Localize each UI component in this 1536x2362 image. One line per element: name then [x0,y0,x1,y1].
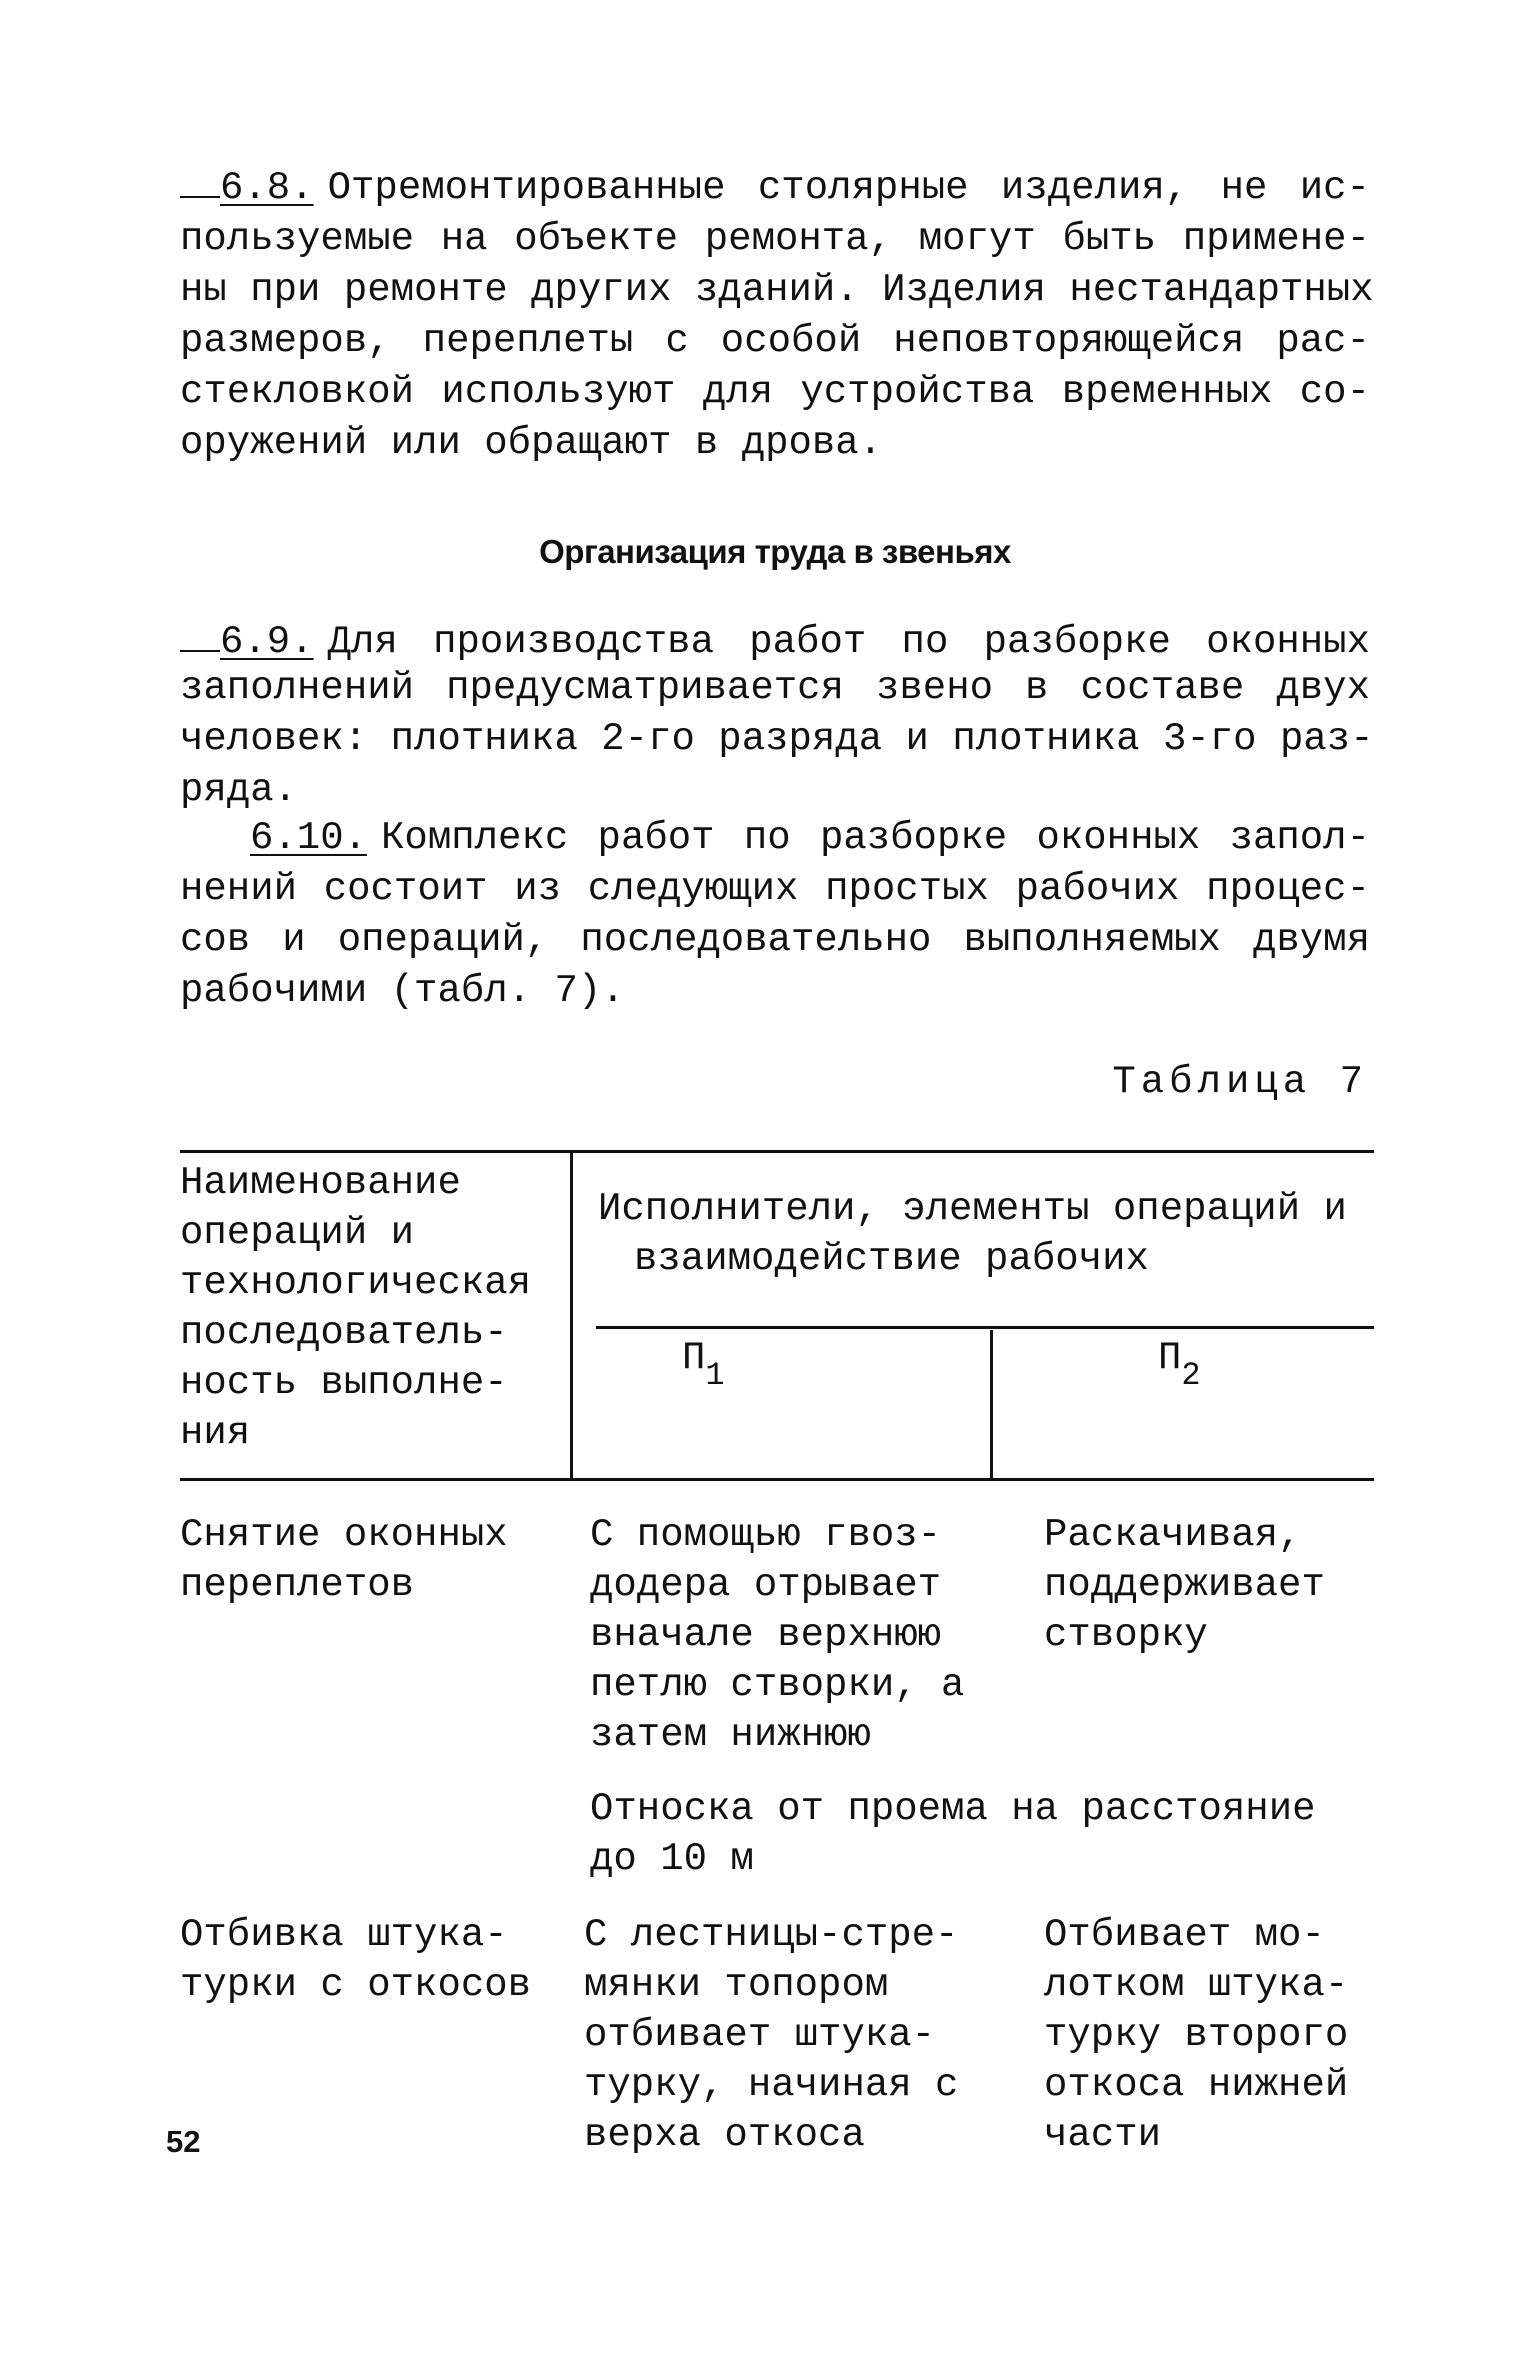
paragraph-line: ряда. [180,768,298,812]
row-1-p1: С помощью гвоз- додера отрывает вначале верхнюю петлю створки, а затем нижнюю [590,1513,965,1757]
table-column-divider [570,1150,573,1480]
table-header-bottom-rule [180,1478,1374,1481]
underline-lead [180,620,220,652]
table-caption: Таблица 7 [1112,1060,1368,1104]
row-1-p2: Раскачивая, поддерживает створку [1044,1513,1325,1657]
paragraph-number: 6.8. [220,166,314,210]
paragraph-line: Для производства работ по разборке оконных [327,620,1370,664]
paragraph-line: Комплекс работ по разборке оконных запол- [381,816,1370,860]
paragraph-line: пользуемые на объекте ремонта, могут быть примене- [180,217,1370,261]
row-1-operation: Снятие оконных переплетов [180,1513,508,1607]
page-number: 52 [166,2124,201,2159]
row-2-p2: Отбивает мо- лотком штука- турку второго откоса нижней части [1044,1913,1349,2157]
paragraph-line: нений состоит из следующих простых рабочих процес- [180,867,1370,911]
section-heading: Организация труда в звеньях [539,533,1011,570]
paragraph-line: человек: плотника 2-го разряда и плотника 3-го раз- [180,717,1374,761]
paragraph-line: оружений или обращают в дрова. [180,421,883,465]
paragraph-line: ны при ремонте других зданий. Изделия нестандартных [180,268,1374,312]
table-top-rule [180,1150,1374,1153]
header-performers: Исполнители, элементы операций и взаимодействие рабочих [598,1187,1347,1281]
paragraph-line: размеров, переплеты с особой неповторяющейся рас- [180,319,1370,363]
paragraph-line: Отремонтированные столярные изделия, не ис- [327,166,1370,210]
header-operation-name: Наименование операций и технологическая последователь- ность выполне- ния [180,1161,532,1455]
paragraph-line: сов и операций, последовательно выполняемых двумя [180,918,1370,962]
paragraph-number: 6.9. [220,620,314,664]
underline-lead [180,166,220,198]
row-2-p1: С лестницы-стре- мянки топором отбивает штука- турку, начиная с верха откоса [584,1913,959,2157]
row-1-joint: Относка от проема на расстояние до 10 м [590,1787,1316,1881]
paragraph-line: стекловкой используют для устройства временных со- [180,370,1370,414]
paragraph-line: рабочими (табл. 7). [180,969,625,1013]
paragraph-number: 6.10. [250,816,368,860]
paragraph-line: заполнений предусматривается звено в составе двух [180,666,1370,710]
table-p-divider [990,1330,993,1480]
table-subheader-rule [596,1326,1374,1329]
row-2-operation: Отбивка штука- турки с откосов [180,1913,532,2007]
header-p2: $П_2$ [1158,1336,1201,1394]
header-p1: $П_1$ [682,1336,725,1394]
